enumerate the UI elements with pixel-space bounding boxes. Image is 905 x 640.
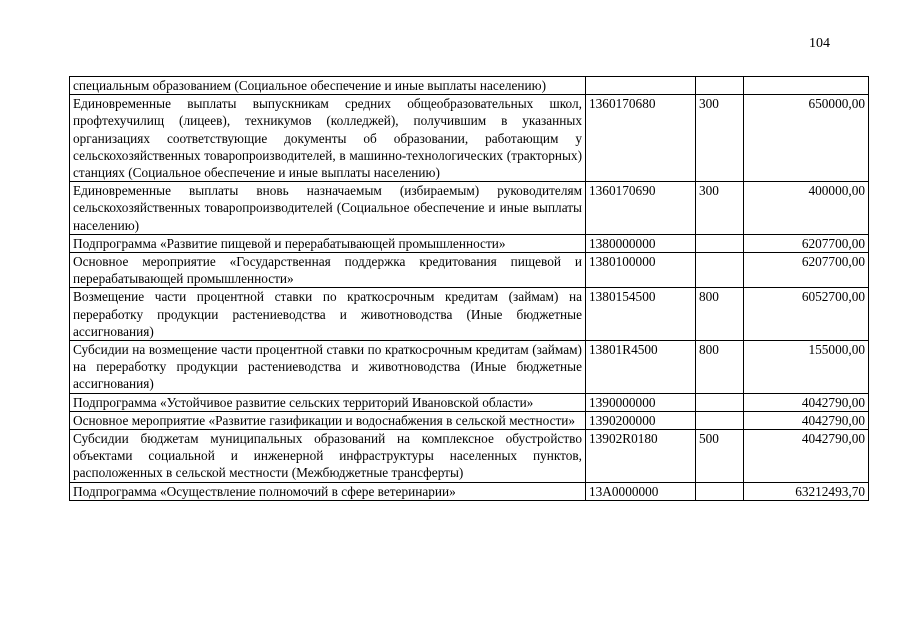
- row-expense-type: 300: [696, 182, 744, 235]
- row-sum: 4042790,00: [744, 430, 869, 483]
- table-row: [70, 182, 869, 235]
- budget-table: [69, 76, 869, 501]
- row-expense-type: [696, 411, 744, 429]
- table-row: [70, 95, 869, 182]
- row-code: 13А0000000: [586, 482, 696, 500]
- table-row: [70, 393, 869, 411]
- table-row: [70, 482, 869, 500]
- row-name: Подпрограмма «Осуществление полномочий в сфере ветеринарии»: [70, 482, 586, 500]
- row-name: специальным образованием (Социальное обеспечение и иные выплаты населению): [70, 77, 586, 95]
- row-code: 1380154500: [586, 288, 696, 341]
- row-sum: [744, 77, 869, 95]
- row-sum: 4042790,00: [744, 411, 869, 429]
- row-expense-type: 500: [696, 430, 744, 483]
- row-name: Основное мероприятие «Государственная поддержка кредитования пищевой и перерабатывающей промышленности»: [70, 253, 586, 288]
- row-name: Подпрограмма «Устойчивое развитие сельских территорий Ивановской области»: [70, 393, 586, 411]
- row-expense-type: 800: [696, 288, 744, 341]
- table-row: [70, 77, 869, 95]
- row-sum: 6207700,00: [744, 253, 869, 288]
- row-name: Возмещение части процентной ставки по краткосрочным кредитам (займам) на переработку продукции растениеводства и животноводства (Иные бюджетные ассигнования): [70, 288, 586, 341]
- page-number: 104: [809, 36, 830, 51]
- table-row: [70, 341, 869, 394]
- table-row: [70, 430, 869, 483]
- row-expense-type: [696, 393, 744, 411]
- row-name: Единовременные выплаты вновь назначаемым (избираемым) руководителям сельскохозяйственных товаропроизводителей (Социальное обеспечение и иные выплаты населению): [70, 182, 586, 235]
- row-expense-type: [696, 253, 744, 288]
- row-sum: 6207700,00: [744, 234, 869, 252]
- table-row: [70, 411, 869, 429]
- row-expense-type: [696, 77, 744, 95]
- row-name: Субсидии бюджетам муниципальных образований на комплексное обустройство объектами социальной и инженерной инфраструктуры населенных пунктов, расположенных в сельской местности (Межбюджетные трансферты): [70, 430, 586, 483]
- row-code: [586, 77, 696, 95]
- row-name: Единовременные выплаты выпускникам средних общеобразовательных школ, профтехучилищ (лицеев), техникумов (колледжей), получившим в указанных организациях соответствующие документы об образовании, работающим у сельскохозяйственных товаропроизводителей, в машинно-технологических (тракторных) станциях (Социальное обеспечение и иные выплаты населению): [70, 95, 586, 182]
- row-expense-type: 800: [696, 341, 744, 394]
- row-sum: 400000,00: [744, 182, 869, 235]
- row-code: 1390000000: [586, 393, 696, 411]
- row-sum: 650000,00: [744, 95, 869, 182]
- row-sum: 155000,00: [744, 341, 869, 394]
- row-name: Субсидии на возмещение части процентной ставки по краткосрочным кредитам (займам) на переработку продукции растениеводства и животноводства (Иные бюджетные ассигнования): [70, 341, 586, 394]
- row-code: 1380100000: [586, 253, 696, 288]
- row-expense-type: 300: [696, 95, 744, 182]
- row-code: 1380000000: [586, 234, 696, 252]
- row-code: 1360170680: [586, 95, 696, 182]
- row-sum: 63212493,70: [744, 482, 869, 500]
- row-code: 1390200000: [586, 411, 696, 429]
- row-code: 13801R4500: [586, 341, 696, 394]
- table-row: [70, 288, 869, 341]
- row-name: Подпрограмма «Развитие пищевой и перерабатывающей промышленности»: [70, 234, 586, 252]
- row-code: 13902R0180: [586, 430, 696, 483]
- row-expense-type: [696, 234, 744, 252]
- table-row: [70, 234, 869, 252]
- row-code: 1360170690: [586, 182, 696, 235]
- row-sum: 6052700,00: [744, 288, 869, 341]
- row-sum: 4042790,00: [744, 393, 869, 411]
- row-expense-type: [696, 482, 744, 500]
- table-row: [70, 253, 869, 288]
- row-name: Основное мероприятие «Развитие газификации и водоснабжения в сельской местности»: [70, 411, 586, 429]
